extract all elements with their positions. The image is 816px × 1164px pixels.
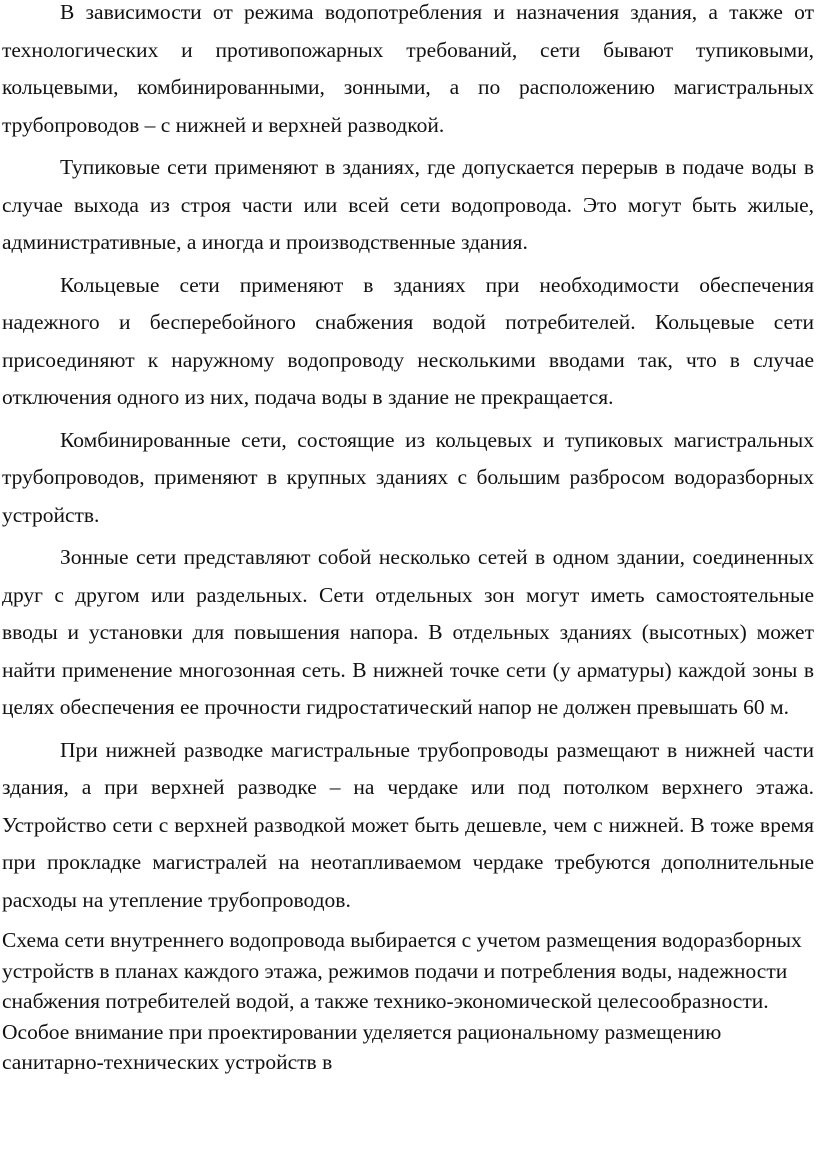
paragraph-combined-networks: Комбинированные сети, состоящие из кольцевых и тупиковых магистральных трубопроводов, применяют в крупных зданиях с большим разбросом водоразборных устройств.: [2, 427, 814, 527]
paragraph-ring-networks: Кольцевые сети применяют в зданиях при необходимости обеспечения надежного и бесперебойного снабжения водой потребителей. Кольцевые сети присоединяют к наружному водопроводу несколькими вводами так, что в случае отключения одного из них, подача воды в здание не прекращается.: [2, 272, 814, 409]
paragraph-network-scheme: Схема сети внутреннего водопровода выбирается с учетом размещения водоразборных устройств в планах каждого этажа, режимов подачи и потребления воды, надежности снабжения потребителей водой, а также технико-экономической целесообразности. Особое внимание при проектировании уделяется рациональному размещению санитарно-технических устройств в: [2, 928, 802, 1074]
paragraph-network-types: В зависимости от режима водопотребления и назначения здания, а также от технологических и противопожарных требований, сети бывают тупиковыми, кольцевыми, комбинированными, зонными, а по расположению магистральных трубопроводов – с нижней и верхней разводкой.: [2, 0, 814, 137]
paragraph-lower-upper-wiring: При нижней разводке магистральные трубопроводы размещают в нижней части здания, а при верхней разводке – на чердаке или под потолком верхнего этажа. Устройство сети с верхней разводкой может быть дешевле, чем с нижней. В тоже время при прокладке магистралей на неотапливаемом чердаке требуются дополнительные расходы на утепление трубопроводов.: [2, 737, 814, 912]
paragraph-zone-networks: Зонные сети представляют собой несколько сетей в одном здании, соединенных друг с другом или раздельных. Сети отдельных зон могут иметь самостоятельные вводы и установки для повышения напора. В отдельных зданиях (высотных) может найти применение многозонная сеть. В нижней точке сети (у арматуры) каждой зоны в целях обеспечения ее прочности гидростатический напор не должен превышать 60 м.: [2, 545, 814, 719]
paragraph-dead-end-networks: Тупиковые сети применяют в зданиях, где допускается перерыв в подаче воды в случае выхода из строя части или всей сети водопровода. Это могут быть жилые, административные, а иногда и производственные здания.: [2, 155, 814, 254]
